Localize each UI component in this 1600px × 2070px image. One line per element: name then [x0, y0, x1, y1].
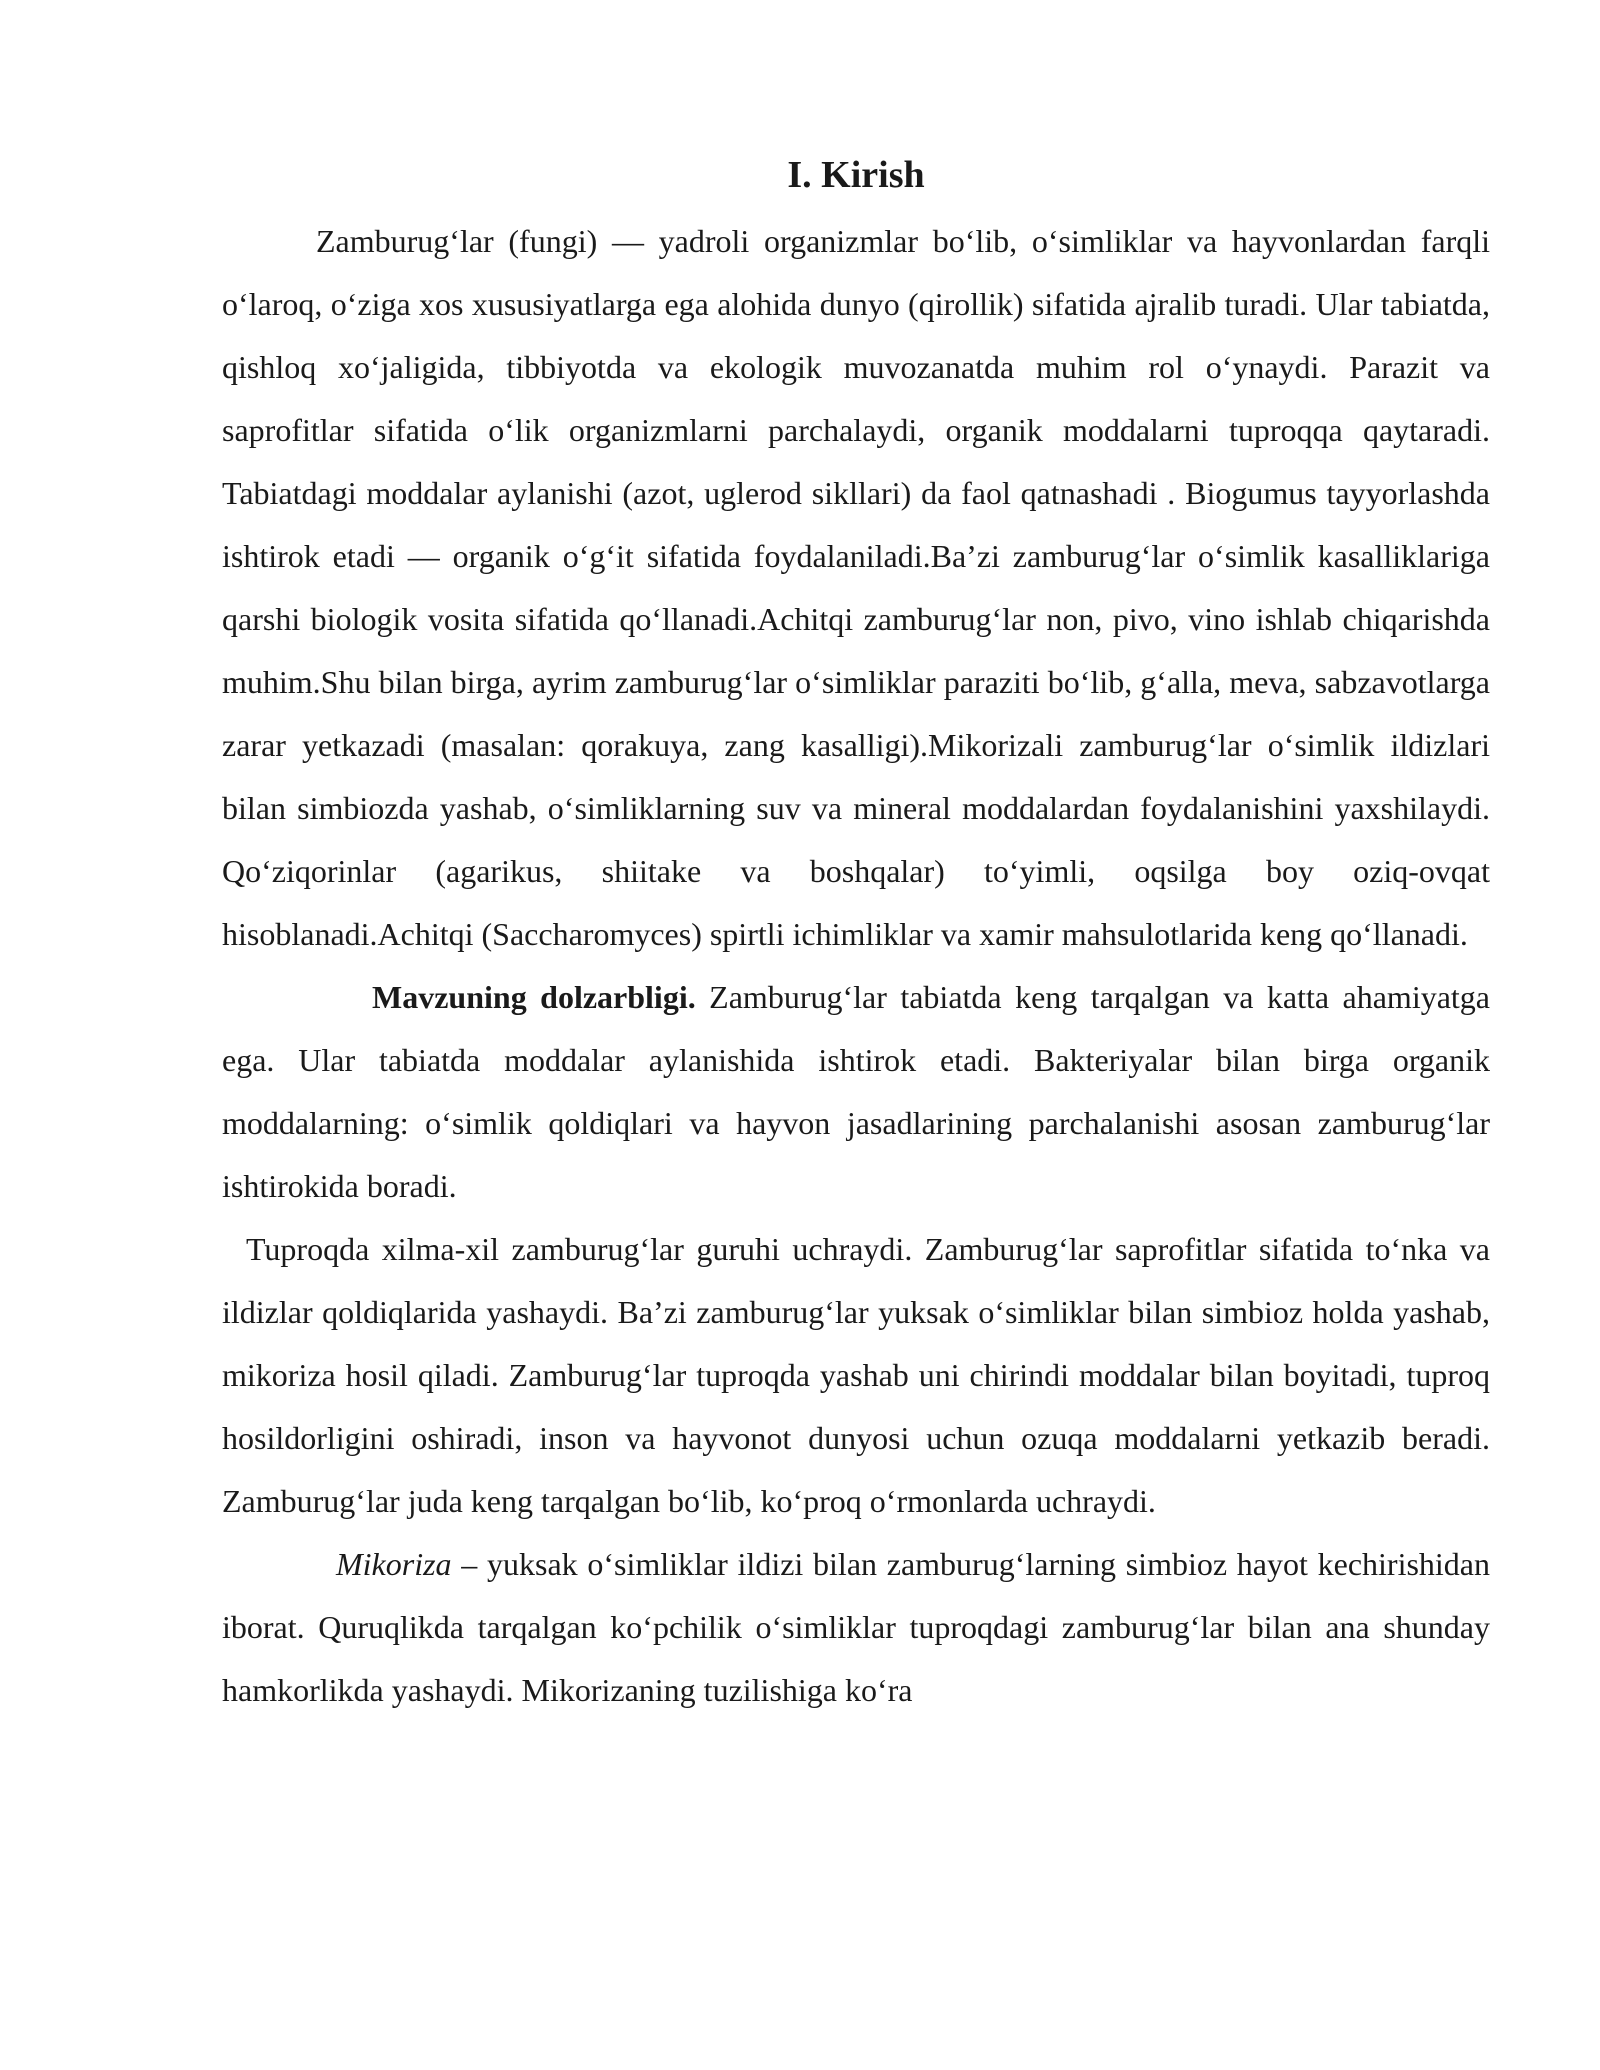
- paragraph-relevance: [222, 966, 1490, 1218]
- paragraph-intro: Zamburug‘lar (fungi) — yadroli organizmlar bo‘lib, o‘simliklar va hayvonlardan farqli o‘laroq, o‘ziga xos xususiyatlarga ega alohida dunyo (qirollik) sifatida ajralib turadi. Ular tabiatda, qishloq xo‘jaligida, tibbiyotda va ekologik muvozanatda muhim rol o‘ynaydi. Parazit va saprofitlar sifatida o‘lik organizmlarni parchalaydi, organik moddalarni tuproqqa qaytaradi. Tabiatdagi moddalar aylanishi (azot, uglerod sikllari) da faol qatnashadi . Biogumus tayyorlashda ishtirok etadi — organik o‘g‘it sifatida foydalaniladi.Ba’zi zamburug‘lar o‘simlik kasalliklariga qarshi biologik vosita sifatida qo‘llanadi.Achitqi zamburug‘lar non, pivo, vino ishlab chiqarishda muhim.Shu bilan birga, ayrim zamburug‘lar o‘simliklar paraziti bo‘lib, g‘alla, meva, sabzavotlarga zarar yetkazadi (masalan: qorakuya, zang kasalligi).Mikorizali zamburug‘lar o‘simlik ildizlari bilan simbiozda yashab, o‘simliklarning suv va mineral moddalardan foydalanishini yaxshilaydi. Qo‘ziqorinlar (agarikus, shiitake va boshqalar) to‘yimli, oqsilga boy oziq-ovqat hisoblanadi.Achitqi (Saccharomyces) spirtli ichimliklar va xamir mahsulotlarida keng qo‘llanadi.: [222, 223, 1490, 952]
- document-page: [222, 150, 1490, 1722]
- paragraph-mycorrhiza: [222, 1533, 1490, 1722]
- relevance-text: Zamburug‘lar tabiatda keng tarqalgan va katta ahamiyatga ega. Ular tabiatda moddalar aylanishida ishtirok etadi. Bakteriyalar bilan birga organik moddalarning: o‘simlik qoldiqlari va hayvon jasadlarining parchalanishi asosan zamburug‘lar ishtirokida boradi.: [222, 979, 1491, 1204]
- page-title: I. Kirish: [787, 154, 925, 196]
- mycorrhiza-term: Mikoriza: [336, 1546, 452, 1582]
- paragraph-soil: Tuproqda xilma-xil zamburug‘lar guruhi uchraydi. Zamburug‘lar saprofitlar sifatida to‘nka va ildizlar qoldiqlarida yashaydi. Ba’zi zamburug‘lar yuksak o‘simliklar bilan simbioz holda yashab, mikoriza hosil qiladi. Zamburug‘lar tuproqda yashab uni chirindi moddalar bilan boyitadi, tuproq hosildorligini oshiradi, inson va hayvonot dunyosi uchun ozuqa moddalarni yetkazib beradi. Zamburug‘lar juda keng tarqalgan bo‘lib, ko‘proq o‘rmonlarda uchraydi.: [222, 1231, 1490, 1519]
- mycorrhiza-text: – yuksak o‘simliklar ildizi bilan zamburug‘larning simbioz hayot kechirishidan iborat. Quruqlikda tarqalgan ko‘pchilik o‘simliklar tuproqdagi zamburug‘lar bilan ana shunday hamkorlikda yashaydi. Mikorizaning tuzilishiga ko‘ra: [222, 1546, 1490, 1708]
- relevance-heading: Mavzuning dolzarbligi.: [372, 979, 696, 1015]
